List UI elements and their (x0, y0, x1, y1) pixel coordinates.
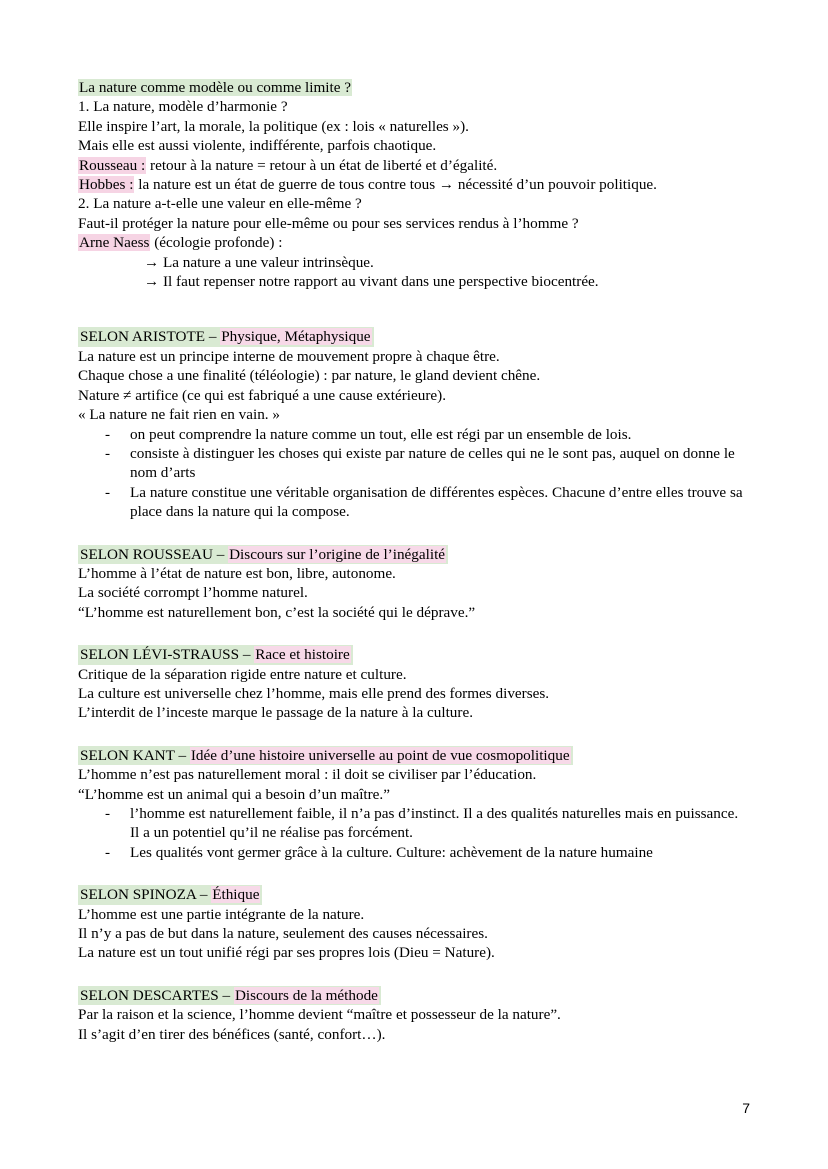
intro-rousseau-text: retour à la nature = retour à un état de liberté et d’égalité. (146, 156, 498, 174)
heading-aristote-main: SELON ARISTOTE (80, 328, 206, 346)
highlight-arne-naess: Arne Naess (79, 234, 150, 252)
levi-strauss-line-1: Critique de la séparation rigide entre nature et culture. (78, 665, 407, 683)
kant-bullets (78, 804, 750, 862)
intro-title: La nature comme modèle ou comme limite ? (79, 79, 352, 96)
intro-line-naess (78, 233, 750, 252)
heading-kant-main: SELON KANT (80, 746, 175, 764)
descartes-line-2: Il s’agit d’en tirer des bénéfices (santé, confort…). (78, 1025, 386, 1043)
dash-marker: - (105, 843, 111, 861)
section-spinoza (78, 885, 750, 963)
levi-strauss-line-3: L’interdit de l’inceste marque le passage de la nature à la culture. (78, 704, 473, 722)
aristote-line-2: Chaque chose a une finalité (téléologie) : par nature, le gland devient chêne. (78, 367, 541, 385)
heading-aristote (78, 327, 374, 346)
heading-rousseau-main: SELON ROUSSEAU (80, 545, 213, 563)
heading-descartes-main: SELON DESCARTES (80, 986, 219, 1004)
levi-strauss-line-2: La culture est universelle chez l’homme, mais elle prend des formes diverses. (78, 684, 550, 702)
heading-spinoza-main: SELON SPINOZA (80, 886, 197, 904)
spacer (78, 291, 750, 327)
heading-levi-strauss-work: Race et histoire (255, 646, 350, 664)
kant-line-1: L’homme n’est pas naturellement moral : il doit se civiliser par l’éducation. (78, 766, 537, 784)
intro-line-hobbes (78, 175, 750, 194)
heading-kant (78, 746, 573, 765)
descartes-line-1: Par la raison et la science, l’homme devient “maître et possesseur de la nature”. (78, 1006, 561, 1024)
spinoza-line-1: L’homme est une partie intégrante de la nature. (78, 905, 365, 923)
heading-rousseau-work: Discours sur l’origine de l’inégalité (229, 545, 446, 563)
intro-title-line (78, 78, 750, 97)
heading-kant-work: Idée d’une histoire universelle au point de vue cosmopolitique (190, 746, 570, 764)
list-item (78, 444, 750, 483)
aristote-line-3: Nature ≠ artifice (ce qui est fabriqué a une cause extérieure). (78, 386, 446, 404)
heading-spinoza-sep: – (196, 886, 212, 904)
intro-arrow-2: → Il faut repenser notre rapport au vivant dans une perspective biocentrée. (144, 273, 599, 291)
intro-line-3: Mais elle est aussi violente, indifférente, parfois chaotique. (78, 137, 437, 155)
section-rousseau (78, 545, 750, 623)
spacer (78, 862, 750, 885)
dash-marker: - (105, 425, 111, 443)
spacer (78, 522, 750, 545)
heading-aristote-line (78, 327, 750, 346)
heading-rousseau-line (78, 545, 750, 564)
aristote-line-4: « La nature ne fait rien en vain. » (78, 406, 280, 424)
spinoza-line-3: La nature est un tout unifié régi par ses propres lois (Dieu = Nature). (78, 944, 495, 962)
dash-marker: - (105, 483, 111, 501)
heading-levi-strauss (78, 645, 353, 664)
heading-spinoza-work: Éthique (212, 886, 260, 904)
highlight-hobbes: Hobbes : (79, 176, 134, 194)
intro-line-7: Faut-il protéger la nature pour elle-même ou pour ses services rendus à l’homme ? (78, 214, 579, 232)
heading-aristote-work: Physique, Métaphysique (221, 328, 371, 346)
intro-arrow-1: → La nature a une valeur intrinsèque. (144, 253, 374, 271)
aristote-line-1: La nature est un principe interne de mouvement propre à chaque être. (78, 347, 500, 365)
heading-spinoza (78, 885, 262, 904)
heading-descartes-sep: – (218, 986, 234, 1004)
section-levi-strauss (78, 645, 750, 723)
list-item-text: La nature constitue une véritable organisation de différentes espèces. Chacune d’entre elles trouve sa place dans la nature qui la compose. (130, 483, 743, 521)
heading-descartes-work: Discours de la méthode (234, 986, 378, 1004)
heading-descartes-line (78, 986, 750, 1005)
spacer (78, 963, 750, 986)
dash-marker: - (105, 444, 111, 462)
section-aristote (78, 327, 750, 521)
page-number: 7 (742, 1100, 750, 1116)
list-item (78, 843, 750, 862)
list-item (78, 425, 750, 444)
section-descartes (78, 986, 750, 1044)
heading-levi-strauss-sep: – (239, 646, 255, 664)
heading-rousseau-sep: – (212, 545, 229, 563)
heading-kant-line (78, 746, 750, 765)
highlight-rousseau: Rousseau : (79, 156, 146, 174)
heading-descartes (78, 986, 381, 1005)
section-kant (78, 746, 750, 862)
intro-hobbes-text: la nature est un état de guerre de tous contre tous → nécessité d’un pouvoir politique. (134, 176, 657, 194)
intro-line-2: Elle inspire l’art, la morale, la politique (ex : lois « naturelles »). (78, 117, 469, 135)
spacer (78, 622, 750, 645)
heading-kant-sep: – (174, 746, 190, 764)
list-item-text: on peut comprendre la nature comme un tout, elle est régi par un ensemble de lois. (130, 425, 632, 443)
list-item-text: Les qualités vont germer grâce à la culture. Culture: achèvement de la nature humaine (130, 843, 653, 861)
aristote-bullets (78, 425, 750, 522)
rousseau-line-1: L’homme à l’état de nature est bon, libre, autonome. (78, 564, 396, 582)
list-item (78, 804, 750, 843)
document-body (78, 78, 750, 1044)
intro-naess-text: (écologie profonde) : (150, 234, 283, 252)
intro-line-rousseau (78, 156, 750, 175)
heading-rousseau (78, 545, 448, 564)
rousseau-line-2: La société corrompt l’homme naturel. (78, 584, 308, 602)
heading-levi-strauss-main: SELON LÉVI-STRAUSS (80, 646, 240, 664)
section-nature-modele-ou-limite (78, 78, 750, 291)
list-item (78, 483, 750, 522)
list-item-text: consiste à distinguer les choses qui existe par nature de celles qui ne le sont pas, auquel on donne le nom d’arts (130, 444, 735, 482)
spinoza-line-2: Il n’y a pas de but dans la nature, seulement des causes nécessaires. (78, 925, 488, 943)
heading-levi-strauss-line (78, 645, 750, 664)
kant-line-2: “L’homme est un animal qui a besoin d’un maître.” (78, 785, 390, 803)
heading-spinoza-line (78, 885, 750, 904)
spacer (78, 723, 750, 746)
rousseau-line-3: “L’homme est naturellement bon, c’est la société qui le déprave.” (78, 603, 476, 621)
heading-aristote-sep: – (205, 328, 221, 346)
list-item-text: l’homme est naturellement faible, il n’a pas d’instinct. Il a des qualités naturelles mais en puissance. Il a un potentiel qu’il ne réalise pas forcément. (130, 805, 739, 842)
dash-marker: - (105, 805, 111, 822)
intro-line-1: 1. La nature, modèle d’harmonie ? (78, 98, 288, 116)
intro-line-6: 2. La nature a-t-elle une valeur en elle-même ? (78, 195, 362, 213)
